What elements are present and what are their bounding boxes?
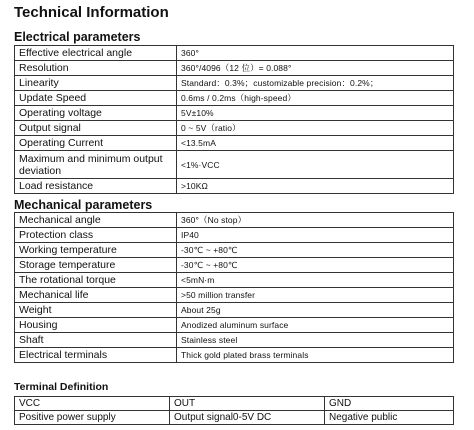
table-row	[15, 273, 454, 288]
terminal-header-cell: OUT	[170, 397, 325, 411]
table-row	[15, 318, 454, 333]
table-row	[15, 213, 454, 228]
param-value: <1%·VCC	[177, 151, 454, 179]
table-row	[15, 397, 454, 411]
param-label: Weight	[15, 303, 177, 318]
table-row	[15, 46, 454, 61]
table-row	[15, 303, 454, 318]
param-value: About 25g	[177, 303, 454, 318]
terminal-cell: Positive power supply	[15, 411, 170, 425]
terminal-table	[14, 396, 454, 425]
param-label: Mechanical life	[15, 288, 177, 303]
param-value: IP40	[177, 228, 454, 243]
table-row	[15, 61, 454, 76]
param-label: Effective electrical angle	[15, 46, 177, 61]
param-value: Stainless steel	[177, 333, 454, 348]
param-value: -30℃ ~ +80℃	[177, 258, 454, 273]
table-row	[15, 288, 454, 303]
terminal-heading: Terminal Definition	[14, 381, 109, 393]
param-label: Load resistance	[15, 179, 177, 194]
electrical-table	[14, 45, 454, 194]
param-value: -30℃ ~ +80℃	[177, 243, 454, 258]
terminal-cell: Negative public	[325, 411, 454, 425]
table-row	[15, 121, 454, 136]
param-label: Storage temperature	[15, 258, 177, 273]
table-row	[15, 228, 454, 243]
param-label: Operating voltage	[15, 106, 177, 121]
param-value: 360°（No stop）	[177, 213, 454, 228]
param-label: Resolution	[15, 61, 177, 76]
page-title: Technical Information	[14, 4, 169, 21]
param-value: >50 million transfer	[177, 288, 454, 303]
table-row	[15, 258, 454, 273]
param-value: 360°/4096（12 位）= 0.088°	[177, 61, 454, 76]
param-label: Electrical terminals	[15, 348, 177, 363]
param-label: Housing	[15, 318, 177, 333]
table-row	[15, 333, 454, 348]
table-row	[15, 91, 454, 106]
param-label: Operating Current	[15, 136, 177, 151]
electrical-heading: Electrical parameters	[14, 30, 141, 44]
table-row	[15, 348, 454, 363]
param-label: The rotational torque	[15, 273, 177, 288]
mechanical-table	[14, 212, 454, 363]
param-value: >10KΩ	[177, 179, 454, 194]
param-value: 0 ~ 5V（ratio）	[177, 121, 454, 136]
param-label: Linearity	[15, 76, 177, 91]
param-label: Working temperature	[15, 243, 177, 258]
param-label: Shaft	[15, 333, 177, 348]
param-value: <13.5mA	[177, 136, 454, 151]
param-label: Protection class	[15, 228, 177, 243]
param-value: Thick gold plated brass terminals	[177, 348, 454, 363]
param-label: Update Speed	[15, 91, 177, 106]
table-row	[15, 136, 454, 151]
terminal-cell: Output signal0-5V DC	[170, 411, 325, 425]
param-label: Output signal	[15, 121, 177, 136]
param-value: Anodized aluminum surface	[177, 318, 454, 333]
terminal-header-cell: GND	[325, 397, 454, 411]
param-value: 0.6ms / 0.2ms（high-speed）	[177, 91, 454, 106]
table-row	[15, 76, 454, 91]
table-row	[15, 106, 454, 121]
table-row	[15, 179, 454, 194]
terminal-header-cell: VCC	[15, 397, 170, 411]
table-row	[15, 243, 454, 258]
param-value: 360°	[177, 46, 454, 61]
table-row	[15, 151, 454, 179]
param-label: Maximum and minimum output deviation	[15, 151, 177, 179]
param-value: Standard：0.3%；customizable precision：0.2%；	[177, 76, 454, 91]
param-value: <5mN·m	[177, 273, 454, 288]
table-row	[15, 411, 454, 425]
mechanical-heading: Mechanical parameters	[14, 198, 153, 212]
param-value: 5V±10%	[177, 106, 454, 121]
param-label: Mechanical angle	[15, 213, 177, 228]
